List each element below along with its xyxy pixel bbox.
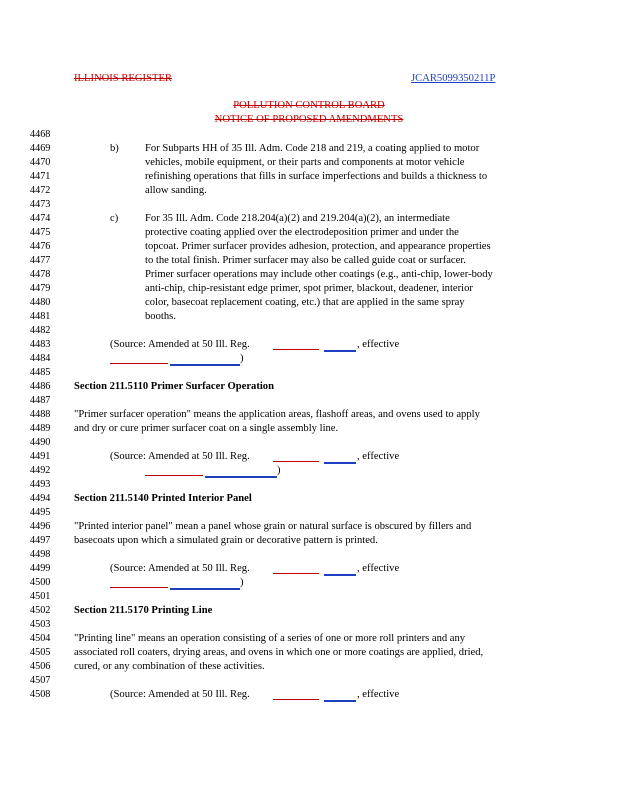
line-number: 4496: [30, 521, 51, 532]
register-header: ILLINOIS REGISTER: [74, 73, 172, 84]
line-number: 4476: [30, 241, 51, 252]
line-number: 4478: [30, 269, 51, 280]
line-number: 4497: [30, 535, 51, 546]
line-number: 4475: [30, 227, 51, 238]
inserted-blank: [324, 574, 356, 576]
line-number: 4474: [30, 213, 51, 224]
inserted-blank: [205, 476, 277, 478]
deleted-blank: [273, 461, 319, 462]
line-number: 4484: [30, 353, 51, 364]
line-number: 4488: [30, 409, 51, 420]
source-effective: , effective: [357, 689, 400, 700]
line-number: 4486: [30, 381, 51, 392]
line-number: 4492: [30, 465, 51, 476]
line-number: 4508: [30, 689, 51, 700]
inserted-blank: [170, 588, 240, 590]
item-label: c): [110, 213, 119, 224]
line-number: 4491: [30, 451, 51, 462]
section-text-line: basecoats upon which a simulated grain or decorative pattern is printed.: [74, 535, 378, 546]
section-text-line: associated roll coaters, drying areas, and ovens in which one or more coatings are applied, dried,: [74, 647, 484, 658]
section-heading: Section 211.5170 Printing Line: [74, 605, 213, 616]
line-number: 4471: [30, 171, 51, 182]
item-text-line: For 35 Ill. Adm. Code 218.204(a)(2) and 219.204(a)(2), an intermediate: [145, 213, 450, 224]
source-close: ): [277, 465, 281, 476]
item-text-line: booths.: [145, 311, 176, 322]
item-text-line: allow sanding.: [145, 185, 207, 196]
item-text-line: anti-chip, chip-resistant edge primer, spot primer, blackout, deadener, interior: [145, 283, 473, 294]
board-title: POLLUTION CONTROL BOARD: [233, 100, 385, 111]
section-text-line: "Printing line" means an operation consisting of a series of one or more roll printers and any: [74, 633, 466, 644]
line-number: 4468: [30, 129, 51, 140]
line-number: 4480: [30, 297, 51, 308]
line-number: 4506: [30, 661, 51, 672]
line-number: 4490: [30, 437, 51, 448]
section-text-line: cured, or any combination of these activities.: [74, 661, 265, 672]
line-number: 4499: [30, 563, 51, 574]
inserted-blank: [324, 700, 356, 702]
section-text-line: "Printed interior panel" mean a panel whose grain or natural surface is obscured by fillers and: [74, 521, 472, 532]
item-text-line: topcoat. Primer surfacer provides adhesion, protection, and appearance properties: [145, 241, 491, 252]
item-text-line: color, basecoat replacement coating, etc.) that are applied in the same spray: [145, 297, 465, 308]
line-number: 4503: [30, 619, 51, 630]
source-effective: , effective: [357, 339, 400, 350]
jcar-code-link[interactable]: JCAR5099350211P: [411, 73, 496, 84]
line-number: 4500: [30, 577, 51, 588]
line-number: 4479: [30, 283, 51, 294]
inserted-blank: [324, 462, 356, 464]
deleted-blank: [110, 587, 168, 588]
item-text-line: to the total finish. Primer surfacer may also be called guide coat or surfacer.: [145, 255, 466, 266]
source-effective: , effective: [357, 563, 400, 574]
section-text-line: and dry or cure primer surfacer coat on a single assembly line.: [74, 423, 339, 434]
item-label: b): [110, 143, 119, 154]
inserted-blank: [324, 350, 356, 352]
source-prefix: (Source: Amended at 50 Ill. Reg.: [110, 689, 250, 700]
line-number: 4481: [30, 311, 51, 322]
deleted-blank: [110, 363, 168, 364]
source-effective: , effective: [357, 451, 400, 462]
line-number: 4470: [30, 157, 51, 168]
line-number: 4477: [30, 255, 51, 266]
line-number: 4489: [30, 423, 51, 434]
inserted-blank: [170, 364, 240, 366]
line-number: 4493: [30, 479, 51, 490]
item-text-line: For Subparts HH of 35 Ill. Adm. Code 218 and 219, a coating applied to motor: [145, 143, 480, 154]
line-number: 4507: [30, 675, 51, 686]
line-number: 4469: [30, 143, 51, 154]
line-number: 4485: [30, 367, 51, 378]
line-number: 4472: [30, 185, 51, 196]
deleted-blank: [273, 349, 319, 350]
line-number: 4502: [30, 605, 51, 616]
line-number: 4482: [30, 325, 51, 336]
item-text-line: vehicles, mobile equipment, or their parts and components at motor vehicle: [145, 157, 465, 168]
source-prefix: (Source: Amended at 50 Ill. Reg.: [110, 339, 250, 350]
line-number: 4495: [30, 507, 51, 518]
line-number: 4494: [30, 493, 51, 504]
deleted-blank: [273, 699, 319, 700]
section-heading: Section 211.5110 Primer Surfacer Operation: [74, 381, 274, 392]
section-text-line: "Primer surfacer operation" means the application areas, flashoff areas, and ovens used to apply: [74, 409, 480, 420]
line-number: 4498: [30, 549, 51, 560]
source-prefix: (Source: Amended at 50 Ill. Reg.: [110, 563, 250, 574]
source-close: ): [240, 577, 244, 588]
line-number: 4487: [30, 395, 51, 406]
item-text-line: refinishing operations that fills in surface imperfections and builds a thickness to: [145, 171, 488, 182]
line-number: 4504: [30, 633, 51, 644]
line-number: 4505: [30, 647, 51, 658]
item-text-line: protective coating applied over the electrodeposition primer and under the: [145, 227, 459, 238]
section-heading: Section 211.5140 Printed Interior Panel: [74, 493, 252, 504]
source-close: ): [240, 353, 244, 364]
item-text-line: Primer surfacer operations may include other coatings (e.g., anti-chip, lower-body: [145, 269, 493, 280]
deleted-blank: [273, 573, 319, 574]
notice-title: NOTICE OF PROPOSED AMENDMENTS: [214, 114, 404, 125]
line-number: 4473: [30, 199, 51, 210]
source-prefix: (Source: Amended at 50 Ill. Reg.: [110, 451, 250, 462]
deleted-blank: [145, 475, 203, 476]
line-number: 4501: [30, 591, 51, 602]
line-number: 4483: [30, 339, 51, 350]
